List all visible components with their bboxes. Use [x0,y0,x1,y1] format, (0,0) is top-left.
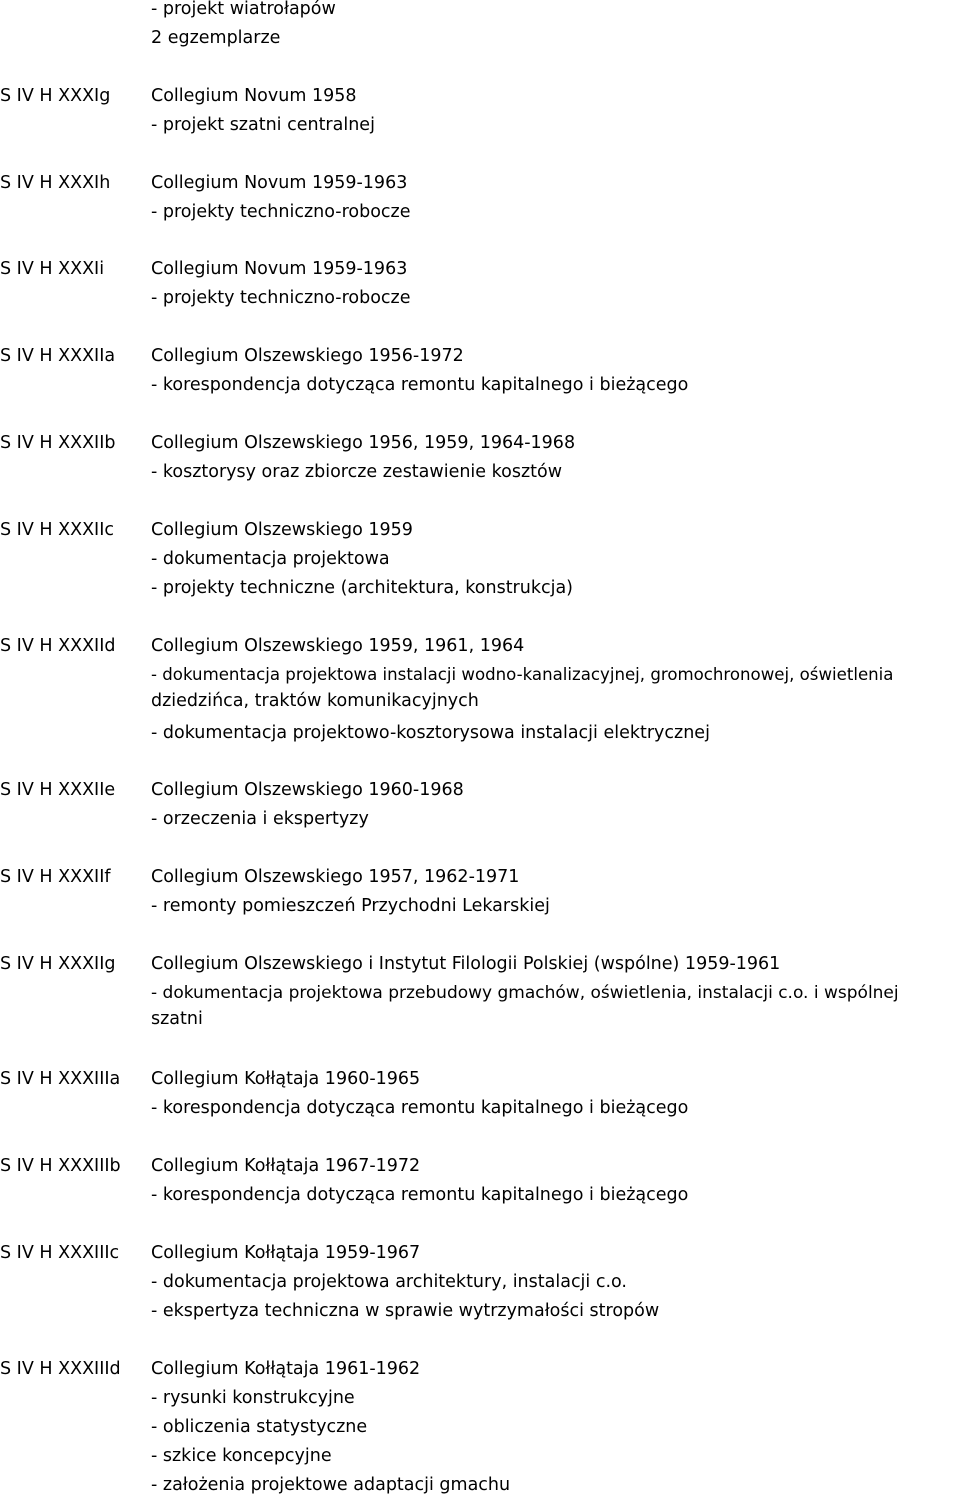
entry-title: Collegium Olszewskiego 1959, 1961, 1964 [151,636,525,656]
entry-title: Collegium Novum 1958 [151,86,357,106]
entry-signature: S IV H XXXIg [0,86,111,106]
entry-signature: S IV H XXXIIe [0,780,116,800]
entry-title: Collegium Olszewskiego 1956-1972 [151,346,464,366]
entry-line: - dokumentacja projektowa architektury, instalacji c.o. [151,1272,627,1292]
entry-line: - projekt szatni centralnej [151,115,375,135]
entry-line: - dokumentacja projektowo-kosztorysowa instalacji elektrycznej [151,723,710,743]
intro-line: - projekt wiatrołapów [151,0,336,19]
entry-signature: S IV H XXXIIIa [0,1069,121,1089]
entry-title: Collegium Novum 1959-1963 [151,173,408,193]
intro-line: 2 egzemplarze [151,28,281,48]
entry-signature: S IV H XXXIIIb [0,1156,121,1176]
entry-line: - korespondencja dotycząca remontu kapitalnego i bieżącego [151,1185,689,1205]
entry-title: Collegium Olszewskiego 1960-1968 [151,780,464,800]
entry-line: - obliczenia statystyczne [151,1417,368,1437]
entry-signature: S IV H XXXIIc [0,520,114,540]
entry-title: Collegium Olszewskiego i Instytut Filologii Polskiej (wspólne) 1959-1961 [151,954,781,974]
entry-title: Collegium Kołłątaja 1959-1967 [151,1243,421,1263]
entry-signature: S IV H XXXIIg [0,954,116,974]
entry-line: - korespondencja dotycząca remontu kapitalnego i bieżącego [151,375,689,395]
entry-signature: S IV H XXXIIa [0,346,116,366]
entry-signature: S IV H XXXIi [0,259,105,279]
entry-line: dziedzińca, traktów komunikacyjnych [151,691,479,711]
entry-title: Collegium Novum 1959-1963 [151,259,408,279]
entry-signature: S IV H XXXIIIc [0,1243,120,1263]
entry-line: - projekty techniczno-robocze [151,202,411,222]
entry-line: - ekspertyza techniczna w sprawie wytrzymałości stropów [151,1301,660,1321]
entry-line: - orzeczenia i ekspertyzy [151,809,369,829]
entry-signature: S IV H XXXIIf [0,867,111,887]
entry-title: Collegium Kołłątaja 1967-1972 [151,1156,421,1176]
entry-line: - remonty pomieszczeń Przychodni Lekarskiej [151,896,550,916]
entry-line: - projekty techniczno-robocze [151,288,411,308]
entry-signature: S IV H XXXIh [0,173,111,193]
entry-line: - szkice koncepcyjne [151,1446,332,1466]
entry-line: - dokumentacja projektowa przebudowy gmachów, oświetlenia, instalacji c.o. i wspólnej [151,983,899,1003]
entry-line: - rysunki konstrukcyjne [151,1388,355,1408]
entry-line: - korespondencja dotycząca remontu kapitalnego i bieżącego [151,1098,689,1118]
entry-title: Collegium Olszewskiego 1959 [151,520,413,540]
entry-line: - projekty techniczne (architektura, konstrukcja) [151,578,574,598]
entry-title: Collegium Olszewskiego 1956, 1959, 1964-1968 [151,433,576,453]
entry-signature: S IV H XXXIIId [0,1359,121,1379]
entry-line: szatni [151,1009,203,1029]
entry-line: - założenia projektowe adaptacji gmachu [151,1475,511,1495]
entry-title: Collegium Olszewskiego 1957, 1962-1971 [151,867,520,887]
entry-title: Collegium Kołłątaja 1961-1962 [151,1359,421,1379]
entry-line: - dokumentacja projektowa [151,549,390,569]
entry-signature: S IV H XXXIIb [0,433,116,453]
entry-line: - kosztorysy oraz zbiorcze zestawienie kosztów [151,462,563,482]
entry-signature: S IV H XXXIId [0,636,116,656]
entry-line: - dokumentacja projektowa instalacji wodno-kanalizacyjnej, gromochronowej, oświetlenia [151,665,894,684]
entry-title: Collegium Kołłątaja 1960-1965 [151,1069,421,1089]
